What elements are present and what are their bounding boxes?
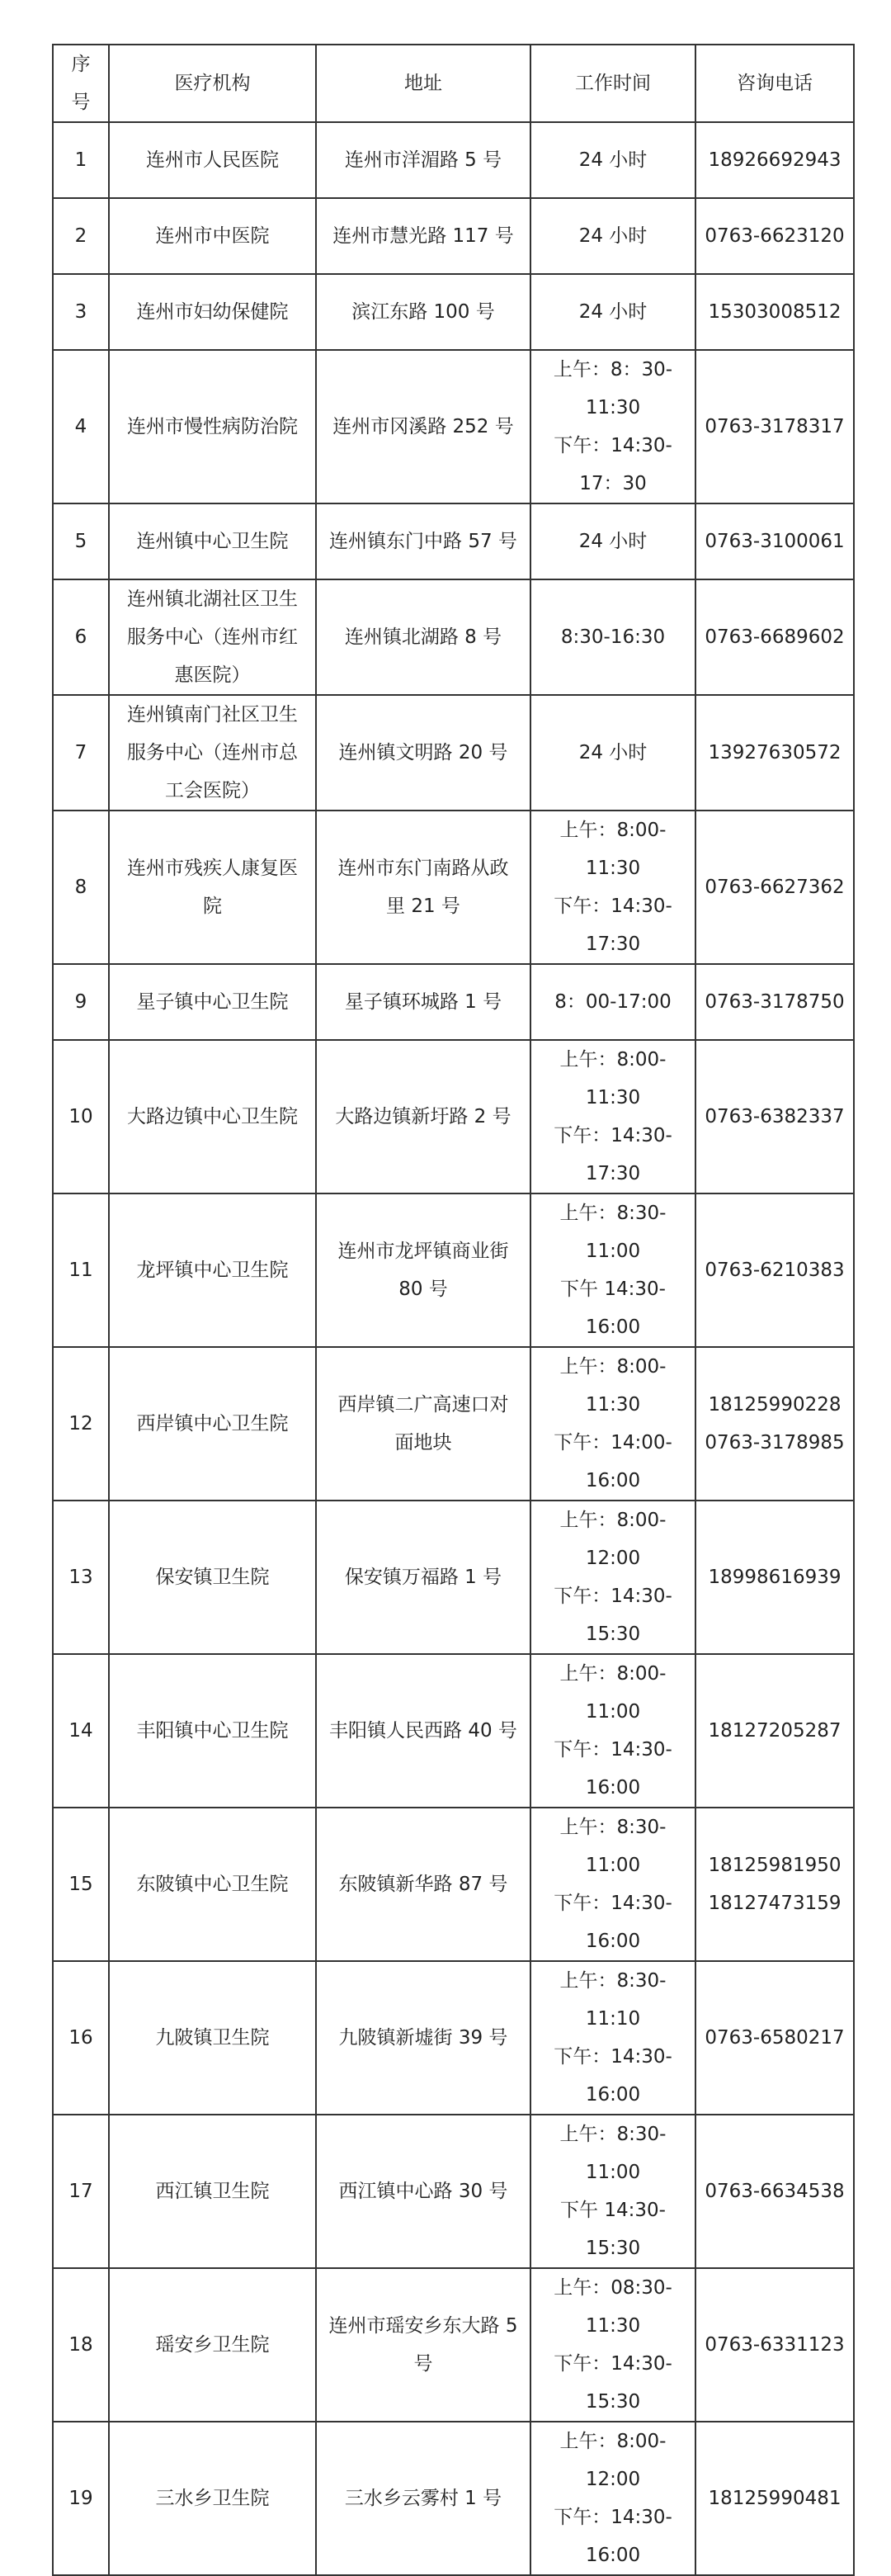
cell-institution: 连州市中医院 bbox=[109, 198, 316, 274]
cell-phone: 18926692943 bbox=[695, 122, 854, 198]
cell-hours: 上午：8:30- 11:00 下午 14:30- 16:00 bbox=[530, 1193, 695, 1347]
cell-phone: 0763-6210383 bbox=[695, 1193, 854, 1347]
cell-phone: 0763-6623120 bbox=[695, 198, 854, 274]
medical-institution-table bbox=[52, 44, 855, 2576]
cell-address: 三水乡云雾村 1 号 bbox=[316, 2422, 530, 2575]
cell-phone: 0763-6634538 bbox=[695, 2115, 854, 2268]
cell-address: 东陂镇新华路 87 号 bbox=[316, 1808, 530, 1961]
table-row bbox=[53, 1501, 854, 1654]
cell-address: 连州市洋湄路 5 号 bbox=[316, 122, 530, 198]
cell-institution: 瑶安乡卫生院 bbox=[109, 2268, 316, 2422]
table-row bbox=[53, 2422, 854, 2575]
table-row bbox=[53, 811, 854, 964]
cell-hours: 上午：8:30- 11:00 下午：14:30- 16:00 bbox=[530, 1808, 695, 1961]
table-row bbox=[53, 503, 854, 579]
cell-phone: 15303008512 bbox=[695, 274, 854, 350]
cell-institution: 九陂镇卫生院 bbox=[109, 1961, 316, 2115]
cell-index: 10 bbox=[53, 1040, 109, 1193]
cell-hours: 上午：8:00- 11:00 下午：14:30- 16:00 bbox=[530, 1654, 695, 1808]
cell-hours: 上午：8:30- 11:10 下午：14:30- 16:00 bbox=[530, 1961, 695, 2115]
table-row bbox=[53, 274, 854, 350]
header-address: 地址 bbox=[316, 45, 530, 122]
cell-phone: 18125990228 0763-3178985 bbox=[695, 1347, 854, 1501]
cell-institution: 连州镇中心卫生院 bbox=[109, 503, 316, 579]
cell-index: 6 bbox=[53, 579, 109, 695]
cell-institution: 连州市妇幼保健院 bbox=[109, 274, 316, 350]
cell-index: 11 bbox=[53, 1193, 109, 1347]
cell-index: 18 bbox=[53, 2268, 109, 2422]
cell-institution: 西江镇卫生院 bbox=[109, 2115, 316, 2268]
cell-hours: 上午：08:30- 11:30 下午：14:30- 15:30 bbox=[530, 2268, 695, 2422]
cell-institution: 连州市慢性病防治院 bbox=[109, 350, 316, 503]
cell-hours: 8：00-17:00 bbox=[530, 964, 695, 1040]
cell-address: 丰阳镇人民西路 40 号 bbox=[316, 1654, 530, 1808]
cell-hours: 上午：8:00- 12:00 下午：14:30- 15:30 bbox=[530, 1501, 695, 1654]
cell-address: 大路边镇新圩路 2 号 bbox=[316, 1040, 530, 1193]
cell-address: 连州市瑶安乡东大路 5 号 bbox=[316, 2268, 530, 2422]
cell-index: 16 bbox=[53, 1961, 109, 2115]
table-row bbox=[53, 1808, 854, 1961]
cell-address: 连州市龙坪镇商业街 80 号 bbox=[316, 1193, 530, 1347]
cell-address: 九陂镇新墟街 39 号 bbox=[316, 1961, 530, 2115]
table-row bbox=[53, 964, 854, 1040]
cell-index: 17 bbox=[53, 2115, 109, 2268]
cell-phone: 18998616939 bbox=[695, 1501, 854, 1654]
cell-index: 5 bbox=[53, 503, 109, 579]
cell-phone: 0763-3178750 bbox=[695, 964, 854, 1040]
cell-index: 1 bbox=[53, 122, 109, 198]
cell-index: 19 bbox=[53, 2422, 109, 2575]
cell-hours: 24 小时 bbox=[530, 198, 695, 274]
cell-index: 7 bbox=[53, 695, 109, 811]
header-index: 序 号 bbox=[53, 45, 109, 122]
cell-institution: 连州市人民医院 bbox=[109, 122, 316, 198]
cell-phone: 0763-6627362 bbox=[695, 811, 854, 964]
cell-hours: 上午：8:00- 12:00 下午：14:30- 16:00 bbox=[530, 2422, 695, 2575]
cell-address: 西岸镇二广高速口对 面地块 bbox=[316, 1347, 530, 1501]
cell-address: 滨江东路 100 号 bbox=[316, 274, 530, 350]
cell-institution: 星子镇中心卫生院 bbox=[109, 964, 316, 1040]
cell-phone: 18125990481 bbox=[695, 2422, 854, 2575]
table-row bbox=[53, 1961, 854, 2115]
cell-institution: 三水乡卫生院 bbox=[109, 2422, 316, 2575]
cell-index: 9 bbox=[53, 964, 109, 1040]
table-row bbox=[53, 198, 854, 274]
table-row bbox=[53, 1193, 854, 1347]
table-row bbox=[53, 122, 854, 198]
cell-institution: 丰阳镇中心卫生院 bbox=[109, 1654, 316, 1808]
cell-address: 西江镇中心路 30 号 bbox=[316, 2115, 530, 2268]
cell-index: 14 bbox=[53, 1654, 109, 1808]
cell-institution: 连州市残疾人康复医 院 bbox=[109, 811, 316, 964]
cell-phone: 13927630572 bbox=[695, 695, 854, 811]
cell-address: 连州镇东门中路 57 号 bbox=[316, 503, 530, 579]
cell-index: 4 bbox=[53, 350, 109, 503]
cell-phone: 0763-6689602 bbox=[695, 579, 854, 695]
cell-hours: 上午：8:00- 11:30 下午：14:00- 16:00 bbox=[530, 1347, 695, 1501]
cell-index: 8 bbox=[53, 811, 109, 964]
cell-hours: 24 小时 bbox=[530, 695, 695, 811]
cell-index: 2 bbox=[53, 198, 109, 274]
cell-institution: 东陂镇中心卫生院 bbox=[109, 1808, 316, 1961]
header-hours: 工作时间 bbox=[530, 45, 695, 122]
cell-address: 保安镇万福路 1 号 bbox=[316, 1501, 530, 1654]
cell-hours: 8:30-16:30 bbox=[530, 579, 695, 695]
table-row bbox=[53, 1347, 854, 1501]
table-row bbox=[53, 579, 854, 695]
table-row bbox=[53, 350, 854, 503]
cell-institution: 连州镇北湖社区卫生 服务中心（连州市红 惠医院） bbox=[109, 579, 316, 695]
cell-index: 15 bbox=[53, 1808, 109, 1961]
table-row bbox=[53, 2115, 854, 2268]
cell-hours: 上午：8：30- 11:30 下午：14:30- 17：30 bbox=[530, 350, 695, 503]
cell-address: 连州市东门南路从政 里 21 号 bbox=[316, 811, 530, 964]
cell-institution: 龙坪镇中心卫生院 bbox=[109, 1193, 316, 1347]
cell-index: 12 bbox=[53, 1347, 109, 1501]
cell-address: 连州镇北湖路 8 号 bbox=[316, 579, 530, 695]
table-header-row bbox=[53, 45, 854, 122]
cell-address: 连州镇文明路 20 号 bbox=[316, 695, 530, 811]
cell-institution: 连州镇南门社区卫生 服务中心（连州市总 工会医院） bbox=[109, 695, 316, 811]
cell-phone: 0763-3178317 bbox=[695, 350, 854, 503]
cell-index: 3 bbox=[53, 274, 109, 350]
table-row bbox=[53, 1040, 854, 1193]
cell-phone: 18127205287 bbox=[695, 1654, 854, 1808]
cell-index: 13 bbox=[53, 1501, 109, 1654]
cell-phone: 0763-3100061 bbox=[695, 503, 854, 579]
cell-hours: 上午：8:30- 11:00 下午 14:30- 15:30 bbox=[530, 2115, 695, 2268]
cell-institution: 保安镇卫生院 bbox=[109, 1501, 316, 1654]
cell-phone: 0763-6382337 bbox=[695, 1040, 854, 1193]
cell-phone: 0763-6580217 bbox=[695, 1961, 854, 2115]
cell-institution: 大路边镇中心卫生院 bbox=[109, 1040, 316, 1193]
cell-hours: 24 小时 bbox=[530, 503, 695, 579]
cell-institution: 西岸镇中心卫生院 bbox=[109, 1347, 316, 1501]
cell-address: 连州市冈溪路 252 号 bbox=[316, 350, 530, 503]
header-phone: 咨询电话 bbox=[695, 45, 854, 122]
cell-hours: 上午：8:00- 11:30 下午：14:30- 17:30 bbox=[530, 1040, 695, 1193]
header-institution: 医疗机构 bbox=[109, 45, 316, 122]
table-row bbox=[53, 1654, 854, 1808]
cell-address: 连州市慧光路 117 号 bbox=[316, 198, 530, 274]
table-row bbox=[53, 695, 854, 811]
table-row bbox=[53, 2268, 854, 2422]
cell-hours: 24 小时 bbox=[530, 122, 695, 198]
cell-phone: 0763-6331123 bbox=[695, 2268, 854, 2422]
cell-hours: 上午：8:00- 11:30 下午：14:30- 17:30 bbox=[530, 811, 695, 964]
cell-hours: 24 小时 bbox=[530, 274, 695, 350]
cell-address: 星子镇环城路 1 号 bbox=[316, 964, 530, 1040]
cell-phone: 18125981950 18127473159 bbox=[695, 1808, 854, 1961]
